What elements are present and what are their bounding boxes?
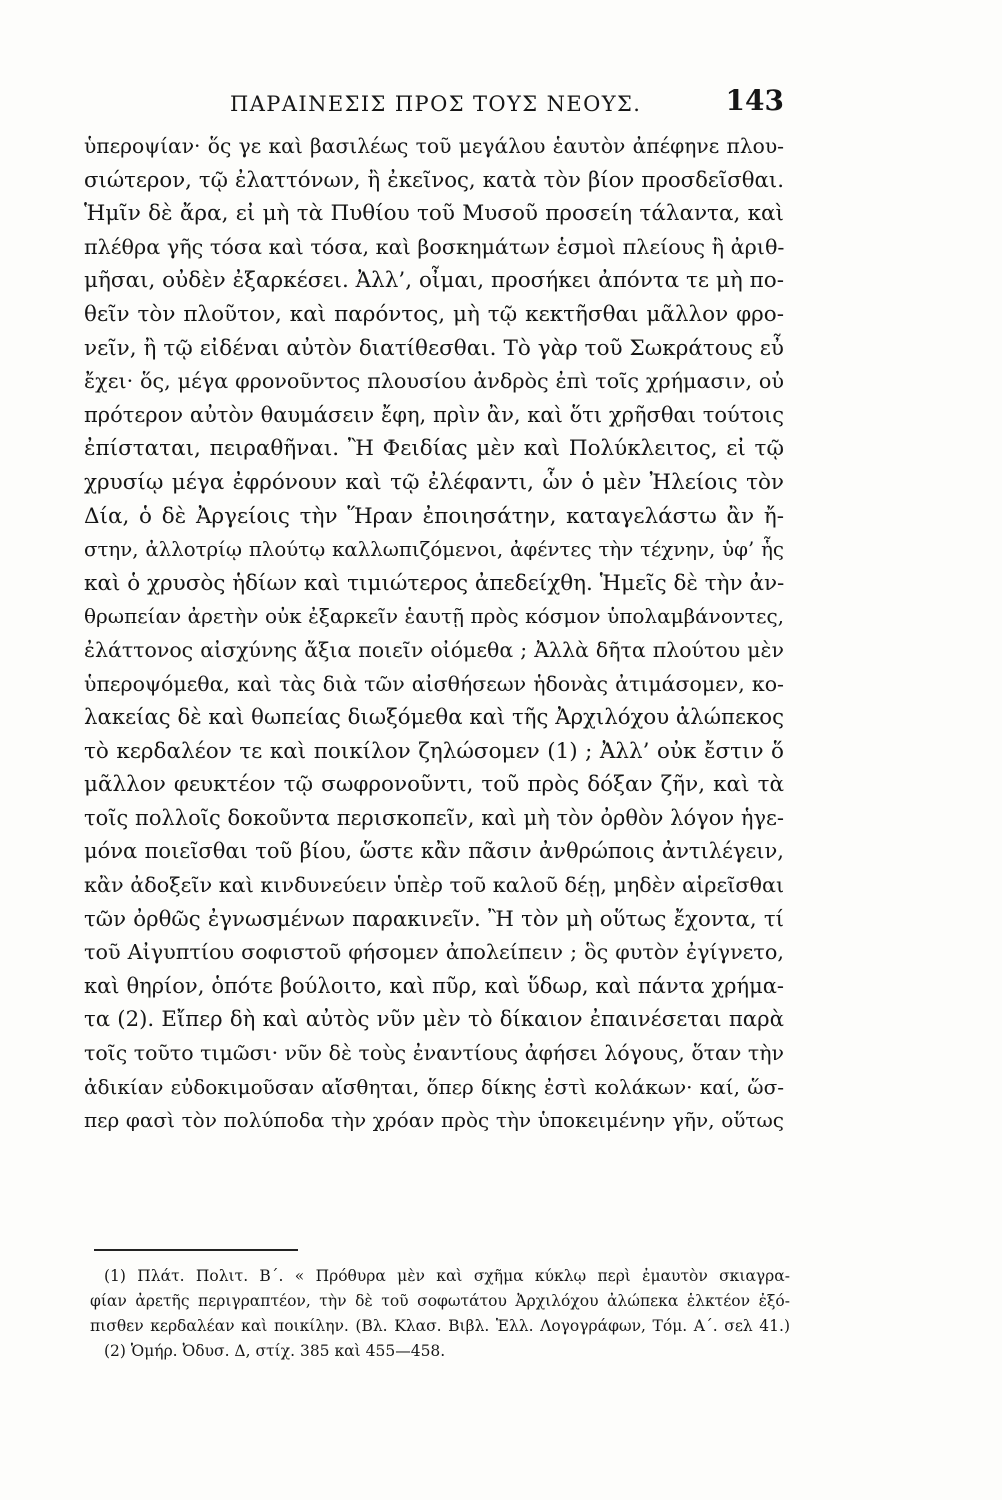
text-line: ὑπεροψίαν· ὅς γε καὶ βασιλέως τοῦ μεγάλου ἑαυτὸν ἀπέφηνε πλου- <box>84 134 784 158</box>
text-line: καὶ ὁ χρυσὸς ἡδίων καὶ τιμιώτερος ἀπεδείχθη. Ἡμεῖς δὲ τὴν ἀν- <box>84 570 785 596</box>
text-line: στην, ἀλλοτρίῳ πλούτῳ καλλωπιζόμενοι, ἀφέντες τὴν τέχνην, ὑφ’ ἧς <box>84 538 784 562</box>
text-line: ἔχει· ὅς, μέγα φρονοῦντος πλουσίου ἀνδρὸς ἐπὶ τοῖς χρήμασιν, οὐ <box>84 369 784 394</box>
footnote-line: φίαν ἀρετῆς περιγραπτέον, τὴν δὲ τοῦ σοφωτάτου Ἀρχιλόχου ἀλώπεκα ἑλκτέον ἐξό- <box>90 1292 790 1310</box>
text-line: τοῖς τοῦτο τιμῶσι· νῦν δὲ τοὺς ἐναντίους ἀφήσει λόγους, ὅταν τὴν <box>84 1041 784 1066</box>
text-line: καὶ θηρίον, ὁπότε βούλοιτο, καὶ πῦρ, καὶ ὕδωρ, καὶ πάντα χρήμα- <box>84 973 784 998</box>
text-line: τὸ κερδαλέον τε καὶ ποικίλον ζηλώσομεν (1) ; Ἀλλ’ οὐκ ἔστιν ὅ <box>84 738 784 764</box>
text-line: ἐλάττονος αἰσχύνης ἄξια ποιεῖν οἰόμεθα ; Ἀλλὰ δῆτα πλούτου μὲν <box>84 637 784 662</box>
text-line: μόνα ποιεῖσθαι τοῦ βίου, ὥστε κἂν πᾶσιν ἀνθρώποις ἀντιλέγειν, <box>84 839 784 864</box>
text-line: ἀδικίαν εὐδοκιμοῦσαν αἴσθηται, ὅπερ δίκης ἐστὶ κολάκων· καί, ὥσ- <box>84 1074 784 1099</box>
text-line: πρότερον αὐτὸν θαυμάσειν ἔφη, πρὶν ἂν, καὶ ὅτι χρῆσθαι τούτοις <box>84 402 784 427</box>
text-line: Δία, ὁ δὲ Ἀργείοις τὴν Ἥραν ἐποιησάτην, καταγελάστω ἂν ἤ- <box>84 503 784 529</box>
body-text <box>84 130 784 1138</box>
text-line: θεῖν τὸν πλοῦτον, καὶ παρόντος, μὴ τῷ κεκτῆσθαι μᾶλλον φρο- <box>84 301 784 327</box>
footnote-line: (1) Πλάτ. Πολιτ. Β΄. « Πρόθυρα μὲν καὶ σχῆμα κύκλῳ περὶ ἐμαυτὸν σκιαγρα- <box>104 1267 790 1285</box>
page-number: 143 <box>725 84 784 117</box>
footnote-line: (2) Ὁμήρ. Ὀδυσ. Δ, στίχ. 385 καὶ 455—458. <box>104 1342 446 1360</box>
text-line: Ἡμῖν δὲ ἄρα, εἰ μὴ τὰ Πυθίου τοῦ Μυσοῦ προσείη τάλαντα, καὶ <box>84 201 784 227</box>
text-line: τα (2). Εἴπερ δὴ καὶ αὐτὸς νῦν μὲν τὸ δίκαιον ἐπαινέσεται παρὰ <box>84 1007 784 1033</box>
text-line: μᾶλλον φευκτέον τῷ σωφρονοῦντι, τοῦ πρὸς δόξαν ζῆν, καὶ τὰ <box>84 772 784 798</box>
footnotes <box>90 1264 790 1364</box>
text-line: ὑπεροψόμεθα, καὶ τὰς διὰ τῶν αἰσθήσεων ἡδονὰς ἀτιμάσομεν, κο- <box>84 671 784 696</box>
text-line: ἐπίσταται, πειραθῆναι. Ἢ Φειδίας μὲν καὶ Πολύκλειτος, εἰ τῷ <box>84 436 784 462</box>
text-line: τῶν ὀρθῶς ἐγνωσμένων παρακινεῖν. Ἢ τὸν μὴ οὕτως ἔχοντα, τί <box>84 906 784 932</box>
text-line: κἂν ἀδοξεῖν καὶ κινδυνεύειν ὑπὲρ τοῦ καλοῦ δέῃ, μηδὲν αἱρεῖσθαι <box>84 873 785 898</box>
running-header <box>84 82 784 124</box>
running-title: ΠΑΡΑΙΝΕΣΙΣ ΠΡΟΣ ΤΟΥΣ ΝΕΟΥΣ. <box>230 92 642 116</box>
text-line: πλέθρα γῆς τόσα καὶ τόσα, καὶ βοσκημάτων ἑσμοὶ πλείους ἢ ἀριθ- <box>84 234 785 259</box>
text-line: μῆσαι, οὐδὲν ἐξαρκέσει. Ἀλλ’, οἶμαι, προσήκει ἀπόντα τε μὴ πο- <box>84 268 784 294</box>
text-line: σιώτερον, τῷ ἐλαττόνων, ἢ ἐκεῖνος, κατὰ τὸν βίον προσδεῖσθαι. <box>84 167 784 193</box>
text-line: τοῖς πολλοῖς δοκοῦντα περισκοπεῖν, καὶ μὴ τὸν ὀρθὸν λόγον ἡγε- <box>84 805 784 830</box>
footnote-rule <box>94 1249 298 1251</box>
footnote-line: πισθεν κερδαλέαν καὶ ποικίλην. (Βλ. Κλασ. Βιβλ. Ἑλλ. Λογογράφων, Τόμ. Α΄. σελ 41.) <box>90 1317 790 1335</box>
text-line: θρωπείαν ἀρετὴν οὐκ ἐξαρκεῖν ἑαυτῇ πρὸς κόσμον ὑπολαμβάνοντες, <box>84 604 784 629</box>
text-line: χρυσίῳ μέγα ἐφρόνουν καὶ τῷ ἐλέφαντι, ὧν ὁ μὲν Ἠλείοις τὸν <box>84 469 784 495</box>
text-line: νεῖν, ἢ τῷ εἰδέναι αὐτὸν διατίθεσθαι. Τὸ γὰρ τοῦ Σωκράτους εὖ <box>84 335 784 361</box>
text-line: περ φασὶ τὸν πολύποδα τὴν χρόαν πρὸς τὴν ὑποκειμένην γῆν, οὕτως <box>84 1108 784 1133</box>
text-line: λακείας δὲ καὶ θωπείας διωξόμεθα καὶ τῆς Ἀρχιλόχου ἀλώπεκος <box>84 705 784 731</box>
text-line: τοῦ Αἰγυπτίου σοφιστοῦ φήσομεν ἀπολείπειν ; ὃς φυτὸν ἐγίγνετο, <box>84 940 784 965</box>
